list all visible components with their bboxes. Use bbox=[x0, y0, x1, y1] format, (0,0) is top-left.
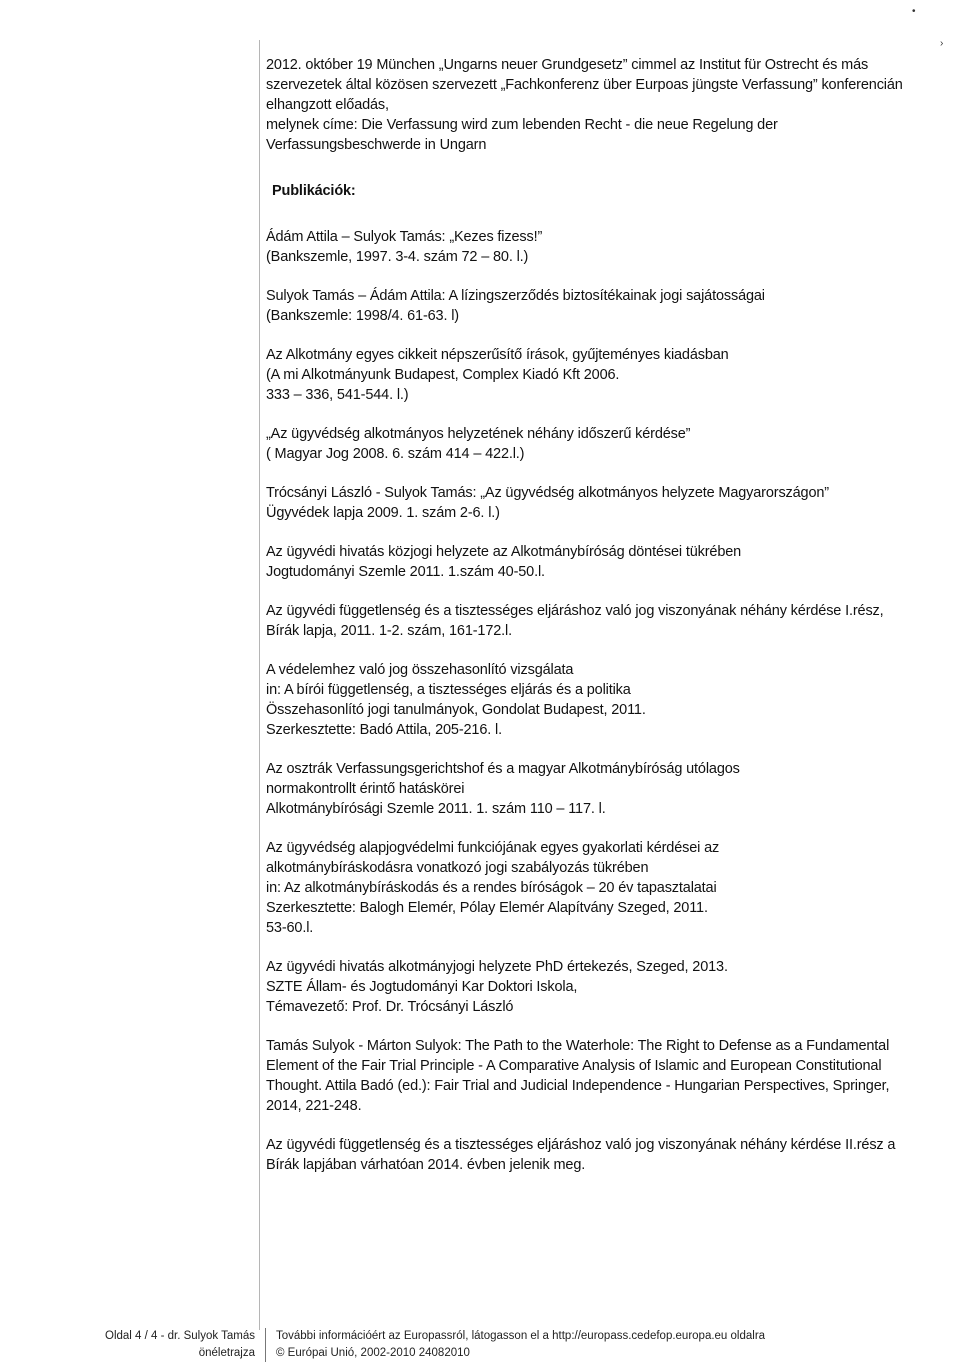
publication-line: Az ügyvédi függetlenség és a tisztességes eljáráshoz való jog viszonyának néhány kérdése II.rész a bbox=[266, 1137, 896, 1153]
publication-entry bbox=[266, 660, 926, 740]
publication-line: Összehasonlító jogi tanulmányok, Gondolat Budapest, 2011. bbox=[266, 702, 646, 718]
publication-entry bbox=[266, 345, 926, 405]
publication-entry bbox=[266, 838, 926, 938]
publication-entry bbox=[266, 1036, 926, 1116]
intro-line: szervezetek által közösen szervezett „Fachkonferenz über Eurpoas jüngste Verfassung” konferencián bbox=[266, 77, 903, 93]
publication-entry bbox=[266, 601, 926, 641]
publication-entry bbox=[266, 957, 926, 1017]
publication-line: 333 – 336, 541-544. l.) bbox=[266, 387, 409, 403]
publication-line: 2014, 221-248. bbox=[266, 1098, 362, 1114]
publication-line: Az ügyvédi hivatás alkotmányjogi helyzete PhD értekezés, Szeged, 2013. bbox=[266, 959, 728, 975]
publications-list bbox=[266, 227, 926, 1175]
publication-line: Trócsányi László - Sulyok Tamás: „Az ügyvédség alkotmányos helyzete Magyarországon” bbox=[266, 485, 829, 501]
publication-line: Bírák lapjában várhatóan 2014. évben jelenik meg. bbox=[266, 1157, 586, 1173]
publication-entry bbox=[266, 1135, 926, 1175]
publication-line: 53-60.l. bbox=[266, 920, 314, 936]
publication-line: Az ügyvédség alapjogvédelmi funkciójának egyes gyakorlati kérdései az bbox=[266, 840, 720, 856]
publication-entry bbox=[266, 286, 926, 326]
intro-line: melynek címe: Die Verfassung wird zum lebenden Recht - die neue Regelung der bbox=[266, 117, 778, 133]
publication-entry bbox=[266, 542, 926, 582]
intro-line: 2012. október 19 München „Ungarns neuer Grundgesetz” cimmel az Institut für Ostrecht és más bbox=[266, 57, 869, 73]
publication-line: Ádám Attila – Sulyok Tamás: „Kezes fizess!” bbox=[266, 229, 543, 245]
publication-line: ( Magyar Jog 2008. 6. szám 414 – 422.l.) bbox=[266, 446, 525, 462]
footer-divider bbox=[265, 1328, 266, 1362]
scan-mark: › bbox=[940, 38, 944, 49]
intro-line: elhangzott előadás, bbox=[266, 97, 389, 113]
publication-line: Alkotmánybírósági Szemle 2011. 1. szám 110 – 117. l. bbox=[266, 801, 606, 817]
footer-copyright: © Európai Unió, 2002-2010 24082010 bbox=[276, 1347, 470, 1359]
publication-line: (Bankszemle, 1997. 3-4. szám 72 – 80. l.) bbox=[266, 249, 529, 265]
publication-line: Element of the Fair Trial Principle - A Comparative Analysis of Islamic and European Constitutional bbox=[266, 1058, 882, 1074]
intro-line: Verfassungsbeschwerde in Ungarn bbox=[266, 137, 487, 153]
publication-line: (Bankszemle: 1998/4. 61-63. l) bbox=[266, 308, 459, 324]
footer-europass-info bbox=[276, 1328, 765, 1362]
cv-publications-section bbox=[266, 55, 926, 1175]
publication-line: „Az ügyvédség alkotmányos helyzetének néhány időszerű kérdése” bbox=[266, 426, 691, 442]
publication-line: alkotmánybíráskodásra vonatkozó jogi szabályozás tükrében bbox=[266, 860, 649, 876]
publication-line: normakontrollt érintő hatáskörei bbox=[266, 781, 465, 797]
publication-line: A védelemhez való jog összehasonlító vizsgálata bbox=[266, 662, 574, 678]
publication-line: Az osztrák Verfassungsgerichtshof és a magyar Alkotmánybíróság utólagos bbox=[266, 761, 740, 777]
publication-entry bbox=[266, 483, 926, 523]
publications-heading: Publikációk: bbox=[272, 183, 356, 199]
publication-line: Sulyok Tamás – Ádám Attila: A lízingszerződés biztosítékainak jogi sajátosságai bbox=[266, 288, 765, 304]
publication-line: Tamás Sulyok - Márton Sulyok: The Path to the Waterhole: The Right to Defense as a Fundamental bbox=[266, 1038, 890, 1054]
scan-dot: • bbox=[912, 6, 916, 17]
left-margin-rule bbox=[259, 40, 260, 1330]
publication-line: Ügyvédek lapja 2009. 1. szám 2-6. l.) bbox=[266, 505, 500, 521]
publication-entry bbox=[266, 227, 926, 267]
intro-paragraph bbox=[266, 55, 926, 155]
footer-page-info bbox=[105, 1328, 255, 1362]
publication-line: Jogtudományi Szemle 2011. 1.szám 40-50.l. bbox=[266, 564, 545, 580]
publication-line: in: Az alkotmánybíráskodás és a rendes bíróságok – 20 év tapasztalatai bbox=[266, 880, 717, 896]
publication-line: SZTE Állam- és Jogtudományi Kar Doktori Iskola, bbox=[266, 979, 578, 995]
publication-line: (A mi Alkotmányunk Budapest, Complex Kiadó Kft 2006. bbox=[266, 367, 620, 383]
footer-info-text: További információért az Europassról, látogasson el a http://europass.cedefop.europa.eu oldalra bbox=[276, 1330, 766, 1342]
footer-page-number: Oldal 4 / 4 - dr. Sulyok Tamás bbox=[105, 1330, 255, 1342]
publication-line: Szerkesztette: Badó Attila, 205-216. l. bbox=[266, 722, 502, 738]
publication-line: Thought. Attila Badó (ed.): Fair Trial and Judicial Independence - Hungarian Perspectives, Springer, bbox=[266, 1078, 890, 1094]
publication-entry bbox=[266, 424, 926, 464]
publication-line: Az ügyvédi függetlenség és a tisztességes eljáráshoz való jog viszonyának néhány kérdése I.rész, bbox=[266, 603, 884, 619]
publication-line: Az ügyvédi hivatás közjogi helyzete az Alkotmánybíróság döntései tükrében bbox=[266, 544, 742, 560]
footer-document-name: önéletrajza bbox=[198, 1347, 255, 1359]
publication-line: Az Alkotmány egyes cikkeit népszerűsítő írások, gyűjteményes kiadásban bbox=[266, 347, 729, 363]
publication-line: Szerkesztette: Balogh Elemér, Pólay Elemér Alapítvány Szeged, 2011. bbox=[266, 900, 708, 916]
publication-line: in: A bírói függetlenség, a tisztességes eljárás és a politika bbox=[266, 682, 631, 698]
publication-entry bbox=[266, 759, 926, 819]
publication-line: Témavezető: Prof. Dr. Trócsányi László bbox=[266, 999, 514, 1015]
publication-line: Bírák lapja, 2011. 1-2. szám, 161-172.l. bbox=[266, 623, 513, 639]
